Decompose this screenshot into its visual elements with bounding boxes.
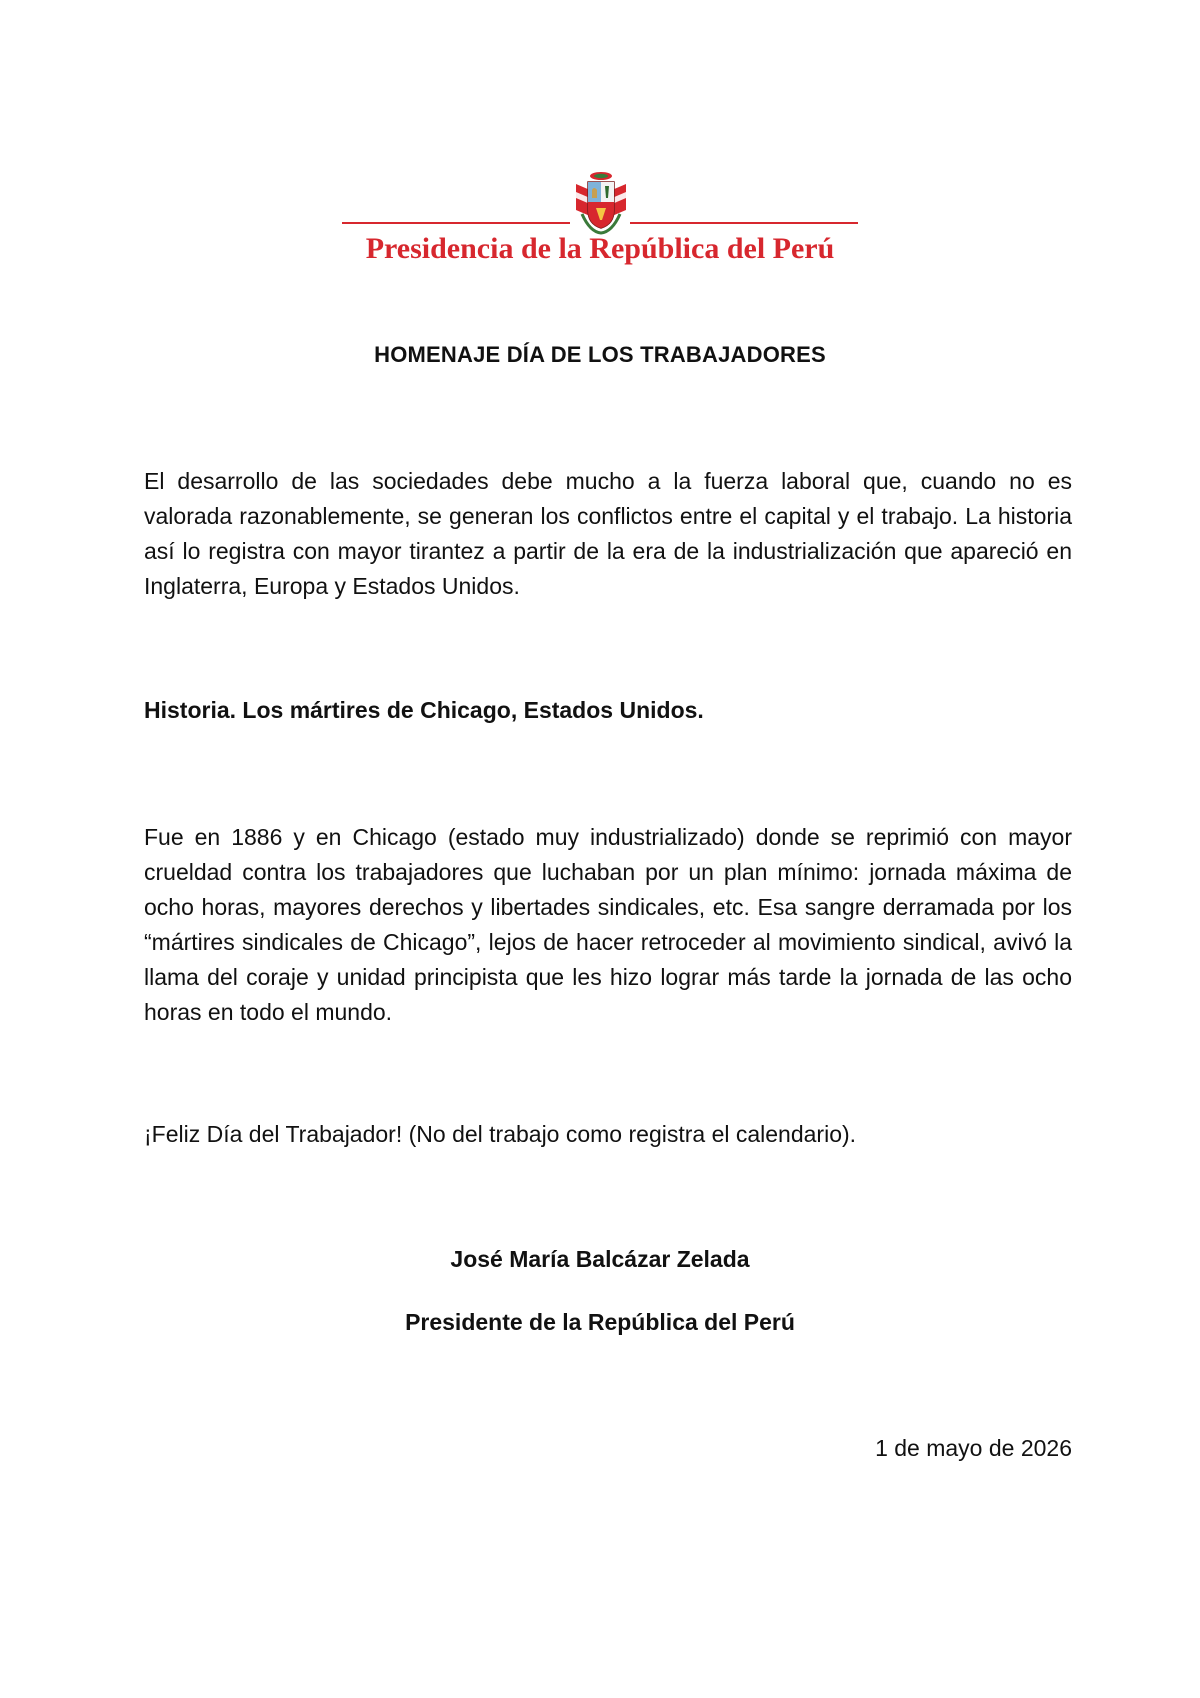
organization-name: Presidencia de la República del Perú bbox=[365, 232, 835, 265]
history-paragraph: Fue en 1886 y en Chicago (estado muy industrializado) donde se reprimió con mayor crueldad contra los trabajadores que luchaban por un plan mínimo: jornada máxima de ocho horas, mayores derechos y libertades sindicales, etc. Esa sangre derramada por los “mártires sindicales de Chicago”, lejos de hacer retroceder al movimiento sindical, avivó la llama del coraje y unidad principista que les hizo lograr más tarde la jornada de las ocho horas en todo el mundo. bbox=[144, 824, 1072, 1025]
section-heading: Historia. Los mártires de Chicago, Estados Unidos. bbox=[144, 697, 704, 723]
letterhead bbox=[340, 170, 860, 280]
document-date: 1 de mayo de 2026 bbox=[875, 1435, 1072, 1461]
intro-paragraph: El desarrollo de las sociedades debe mucho a la fuerza laboral que, cuando no es valorada razonablemente, se generan los conflictos entre el capital y el trabajo. La historia así lo registra con mayor tirantez a partir de la era de la industrialización que apareció en Inglaterra, Europa y Estados Unidos. bbox=[144, 468, 1072, 599]
signature-title: Presidente de la República del Perú bbox=[405, 1309, 795, 1335]
document-title: HOMENAJE DÍA DE LOS TRABAJADORES bbox=[374, 342, 826, 367]
letterhead-rule-left bbox=[342, 222, 570, 224]
greeting-paragraph: ¡Feliz Día del Trabajador! (No del trabajo como registra el calendario). bbox=[144, 1121, 857, 1147]
letterhead-rule-right bbox=[630, 222, 858, 224]
coat-of-arms-peru-icon bbox=[572, 170, 630, 236]
signature-name: José María Balcázar Zelada bbox=[450, 1246, 750, 1272]
